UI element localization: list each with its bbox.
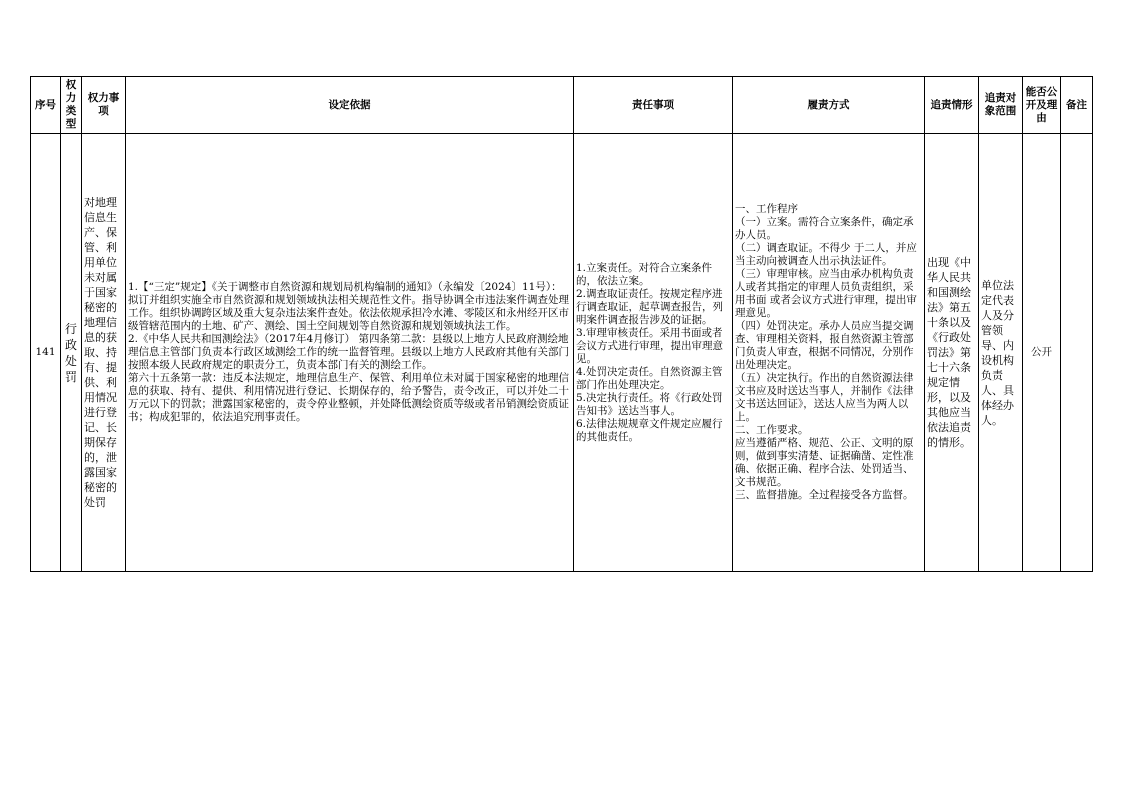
cell-power-type: 行政处罚: [61, 134, 82, 572]
responsibility-item: 5.决定执行责任。将《行政处罚告知书》送达当事人。: [576, 391, 723, 417]
header-power-type: 权力类型: [61, 77, 82, 134]
method-line: 二、工作要求。: [735, 424, 809, 436]
responsibility-item: 3.审理审核责任。采用书面或者会议方式进行审理，提出审理意见。: [576, 326, 723, 365]
header-remark: 备注: [1061, 77, 1093, 134]
header-disclosure: 能否公开及理由: [1023, 77, 1061, 134]
method-line: （一）立案。需符合立案条件，确定承办人员。: [735, 216, 914, 241]
cell-power-item: 对地理信息生产、保管、利用单位未对属于国家秘密的地理信息的获取、持有、提供、利用情况进行登记、长期保存的，泄露国家秘密的处罚: [82, 134, 126, 572]
header-method: 履责方式: [733, 77, 925, 134]
cell-basis: [126, 134, 574, 572]
method-line: （三）审理审核。应当由承办机构负责人或者其指定的审理人员负责组织，采用书面 或者会议方式进行审理，提出审理意见。: [735, 268, 917, 319]
responsibility-item: 2.调查取证责任。按规定程序进行调查取证，起草调查报告，列明案件调查报告涉及的证据。: [576, 287, 723, 326]
header-power-item: 权力事项: [82, 77, 126, 134]
method-line: （五）决定执行。作出的自然资源法律文书应及时送达当事人，并制作《法律文书送达回证》，送达人应当为两人以上。: [735, 372, 914, 423]
basis-paragraph: 1.【“三定”规定】《关于调整市自然资源和规划局机构编制的通知》（永编发〔2024〕11号）：拟订并组织实施全市自然资源和规划领域执法相关规范性文件。指导协调全市违法案件调查处理工作。组织协调跨区域及重大复杂违法案件查处。依法依规承担冷水滩、零陵区和永州经开区市级管辖范围内的土地、矿产、测绘、国土空间规划等自然资源和规划领域执法工作。: [128, 281, 569, 332]
cell-responsibility: [574, 134, 733, 572]
power-list-table: [30, 76, 1093, 572]
header-responsibility: 责任事项: [574, 77, 733, 134]
responsibility-item: 1.立案责任。对符合立案条件的，依法立案。: [576, 261, 713, 287]
method-line: （二）调查取证。不得少 于二人，并应当主动向被调查人出示执法证件。: [735, 242, 917, 267]
cell-scope: 单位法定代表人及分管领导、内设机构负责人、具体经办人。: [979, 134, 1023, 572]
basis-paragraph: 2.《中华人民共和国测绘法》（2017年4月修订） 第四条第二款：县级以上地方人民政府测绘地理信息主管部门负责本行政区域测绘工作的统一监督管理。县级以上地方人民政府其他有关部门按照本级人民政府规定的职责分工，负责本部门有关的测绘工作。: [128, 333, 569, 371]
header-basis: 设定依据: [126, 77, 574, 134]
basis-paragraph: 第六十五条第一款：违反本法规定，地理信息生产、保管、利用单位未对属于国家秘密的地理信息的获取、持有、提供、利用情况进行登记、长期保存的，给予警告，责令改正，可以并处二十万元以下的罚款；泄露国家秘密的，责令停业整顿，并处降低测绘资质等级或者吊销测绘资质证书；构成犯罪的，依法追究刑事责任。: [128, 372, 569, 423]
cell-method: [733, 134, 925, 572]
header-seq: 序号: [31, 77, 61, 134]
method-line: 一、工作程序: [735, 203, 798, 215]
responsibility-item: 4.处罚决定责任。自然资源主管部门作出处理决定。: [576, 365, 723, 391]
table-row: [31, 134, 1093, 572]
header-accountability: 追责情形: [925, 77, 979, 134]
responsibility-item: 6.法律法规规章文件规定应履行的其他责任。: [576, 417, 723, 443]
method-line: 应当遵循严格、规范、公正、文明的原则，做到事实清楚、证据确凿、定性准确、依据正确、程序合法、处罚适当、文书规范。: [735, 437, 914, 488]
method-line: （四）处罚决定。承办人员应当提交调查、审理相关资料，报自然资源主管部门负责人审查，根据不同情况，分别作出处理决定。: [735, 320, 914, 371]
cell-remark: [1061, 134, 1093, 572]
header-scope: 追责对象范围: [979, 77, 1023, 134]
cell-seq: 141: [31, 134, 61, 572]
method-line: 三、监督措施。全过程接受各方监督。: [735, 489, 914, 501]
table-header-row: [31, 77, 1093, 134]
cell-disclosure: 公开: [1023, 134, 1061, 572]
cell-accountability: 出现《中华人民共和国测绘法》第五十条以及《行政处罚法》第七十六条规定情形，以及其他应当依法追责的情形。: [925, 134, 979, 572]
